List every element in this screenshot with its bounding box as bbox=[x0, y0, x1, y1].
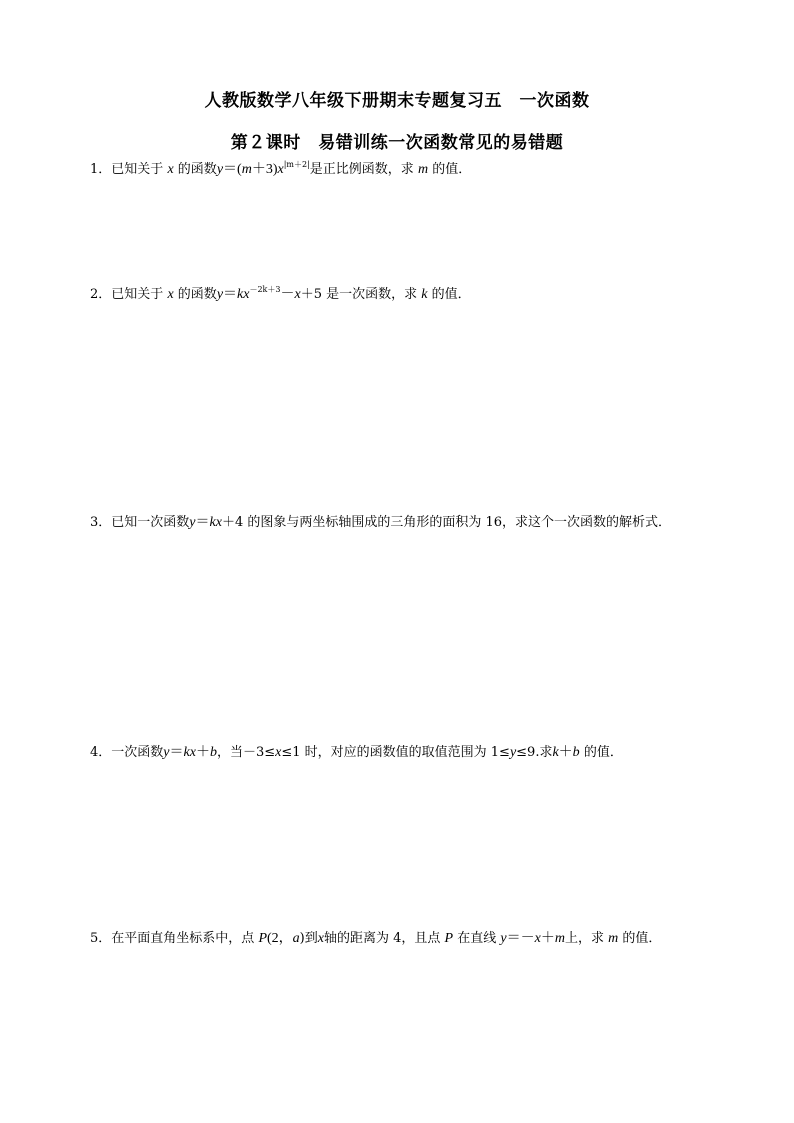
math-expression: ＝ bbox=[195, 515, 210, 530]
math-variable: y bbox=[216, 287, 224, 302]
question-text: 的值． bbox=[431, 287, 471, 302]
question-text: ≤9.求 bbox=[516, 745, 553, 760]
math-variable: P bbox=[444, 931, 454, 946]
question-text: 的值． bbox=[622, 931, 662, 946]
math-expression: ＋ bbox=[540, 931, 555, 946]
question-text: 已知关于 bbox=[111, 287, 164, 302]
question-text: 已知一次函数 bbox=[111, 515, 190, 530]
question-text: 一次函数 bbox=[111, 745, 164, 760]
math-variable: x bbox=[317, 931, 324, 946]
math-variable: x bbox=[534, 931, 541, 946]
math-variable: m bbox=[417, 162, 429, 177]
math-variable: k bbox=[421, 287, 428, 302]
question-text: 的值． bbox=[432, 162, 472, 177]
question-number: 3． bbox=[90, 515, 112, 530]
question-number: 1． bbox=[90, 162, 112, 177]
math-expression: ＋3) bbox=[251, 162, 278, 177]
math-variable: k bbox=[552, 745, 559, 760]
math-variable: y bbox=[189, 515, 196, 530]
math-exponent: －2k＋3 bbox=[249, 285, 281, 294]
math-variable: x bbox=[167, 162, 174, 177]
question-text: 已知关于 bbox=[111, 162, 164, 177]
question-text: ≤1 时，对应的函数值的取值范围为 1≤ bbox=[281, 745, 510, 760]
question-5 bbox=[90, 926, 702, 952]
math-variable: P bbox=[258, 931, 267, 946]
question-text: 上，求 bbox=[564, 931, 604, 946]
math-expression: (2， bbox=[267, 931, 293, 946]
math-expression: ＝－ bbox=[506, 931, 535, 946]
math-variable: b bbox=[572, 745, 580, 760]
question-text: 轴的距离为 4，且点 bbox=[323, 931, 441, 946]
question-number: 2． bbox=[90, 287, 112, 302]
math-expression: － bbox=[280, 287, 295, 302]
math-variable: y bbox=[163, 745, 170, 760]
math-variable: kx bbox=[237, 287, 250, 302]
math-expression: ＝ bbox=[223, 287, 238, 302]
math-expression: ＋ bbox=[195, 745, 210, 760]
math-variable: x bbox=[294, 287, 301, 302]
question-text: ＋5 是一次函数，求 bbox=[300, 287, 418, 302]
question-text: 的值． bbox=[583, 745, 623, 760]
math-variable: m bbox=[554, 931, 565, 946]
question-text: 在直线 bbox=[457, 931, 497, 946]
question-text: 的函数 bbox=[177, 287, 217, 302]
math-variable: kx bbox=[183, 745, 196, 760]
question-3 bbox=[90, 510, 702, 536]
math-variable: y bbox=[216, 162, 224, 177]
question-text: 是正比例函数，求 bbox=[309, 162, 414, 177]
question-text: 的函数 bbox=[177, 162, 217, 177]
question-number: 4． bbox=[90, 745, 112, 760]
question-1 bbox=[90, 157, 702, 183]
lesson-subtitle: 第２课时 易错训练一次函数常见的易错题 bbox=[230, 133, 564, 153]
question-text: ＋4 的图象与两坐标轴围成的三角形的面积为 16，求这个一次函数的解析式． bbox=[221, 515, 672, 530]
math-variable: b bbox=[209, 745, 217, 760]
math-variable: m bbox=[241, 162, 252, 177]
question-text: ，当－3≤ bbox=[216, 745, 276, 760]
question-text: 在平面直角坐标系中，点 bbox=[111, 931, 255, 946]
math-variable: x bbox=[275, 745, 282, 760]
worksheet-title: 人教版数学八年级下册期末专题复习五 一次函数 bbox=[204, 91, 590, 111]
math-variable: x bbox=[277, 162, 284, 177]
math-variable: a bbox=[292, 931, 300, 946]
math-expression: ＋ bbox=[558, 745, 573, 760]
math-variable: m bbox=[608, 931, 619, 946]
math-expression: ＝( bbox=[223, 162, 242, 177]
question-number: 5． bbox=[90, 931, 112, 946]
math-expression: ＝ bbox=[169, 745, 184, 760]
math-variable: y bbox=[509, 745, 517, 760]
question-text: )到 bbox=[299, 931, 318, 946]
math-variable: y bbox=[500, 931, 507, 946]
question-2 bbox=[90, 282, 702, 308]
math-variable: x bbox=[167, 287, 174, 302]
question-4 bbox=[90, 740, 702, 766]
math-variable: kx bbox=[209, 515, 222, 530]
math-exponent: |m＋2| bbox=[283, 160, 310, 169]
